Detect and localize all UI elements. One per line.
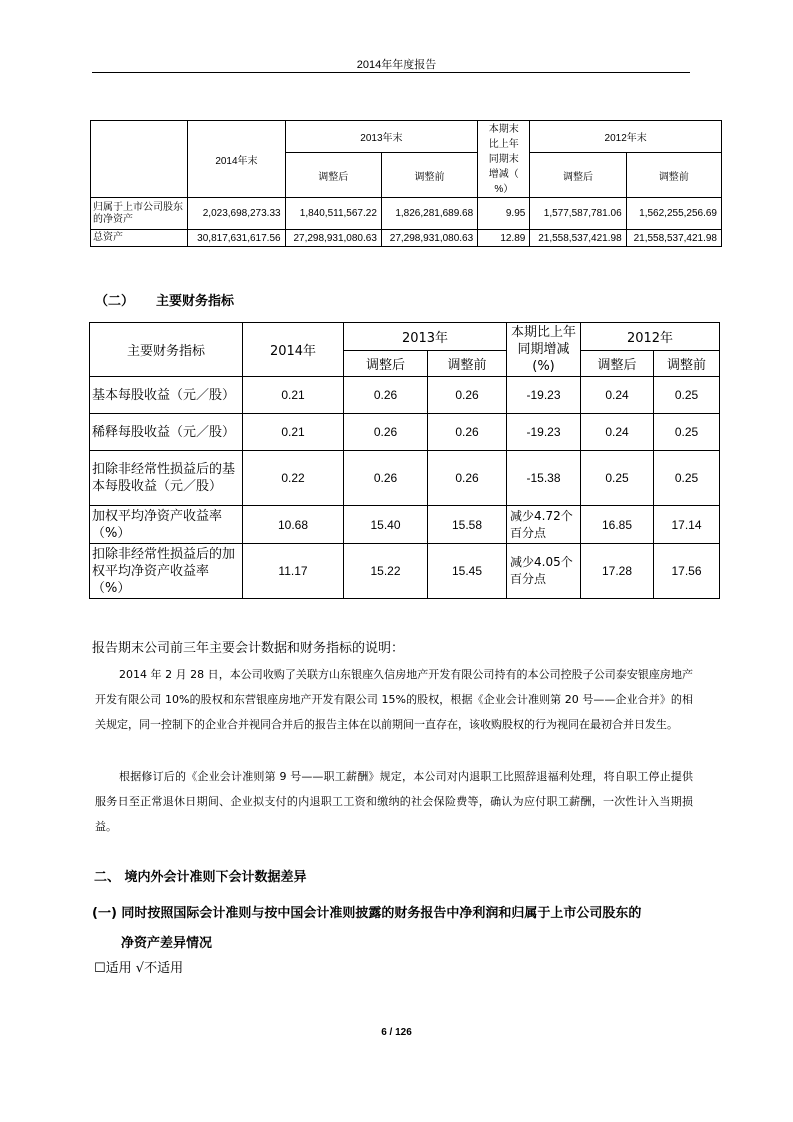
cell-2014: 30,817,631,617.56 bbox=[188, 230, 285, 247]
key-financial-indicators-table bbox=[89, 322, 720, 599]
cell-2012-after: 21,558,537,421.98 bbox=[530, 230, 626, 247]
cell-2014: 2,023,698,273.33 bbox=[188, 198, 285, 230]
t2-header-change: 本期比上年同期增减(%) bbox=[507, 323, 581, 377]
row-label: 扣除非经常性损益后的基本每股收益（元／股） bbox=[90, 451, 243, 506]
cell-2013-before: 1,826,281,689.68 bbox=[381, 198, 477, 230]
cell-2012-after: 16.85 bbox=[581, 506, 654, 544]
cell-2012-before: 0.25 bbox=[654, 377, 720, 414]
cell-2013-before: 0.26 bbox=[428, 414, 507, 451]
table-row bbox=[90, 506, 720, 544]
t1-header-2014: 2014年末 bbox=[188, 121, 285, 198]
table-row bbox=[90, 377, 720, 414]
cell-2013-before: 15.45 bbox=[428, 544, 507, 599]
table-row bbox=[90, 451, 720, 506]
row-label: 归属于上市公司股东的净资产 bbox=[91, 198, 188, 230]
t1-2013-adjusted-after: 调整后 bbox=[285, 153, 381, 198]
cell-2013-after: 0.26 bbox=[344, 451, 428, 506]
t2-header-2012: 2012年 bbox=[581, 323, 720, 351]
t1-header-change bbox=[478, 121, 530, 198]
table-row bbox=[91, 198, 722, 230]
t1-2012-adjusted-after: 调整后 bbox=[530, 153, 626, 198]
section-title: 主要财务指标 bbox=[156, 294, 235, 309]
t1-change-line: %） bbox=[494, 183, 514, 195]
section-heading-key-indicators bbox=[95, 290, 234, 309]
row-label: 基本每股收益（元／股） bbox=[90, 377, 243, 414]
notes-paragraph-1: 2014 年 2 月 28 日，本公司收购了关联方山东银座久信房地产开发有限公司持有的本公司控股子公司泰安银座房地产开发有限公司 10%的股权和东营银座房地产开发有限公司 15%的股权，根据《企业会计准则第 20 号——企业合并》的相关规定，同一控制下的企业合并视同合并后的报告主体在以前期间一直存在，该收购股权的行为视同在最初合并日发生。 bbox=[95, 668, 693, 731]
notes-title: 报告期末公司前三年主要会计数据和财务指标的说明： bbox=[92, 641, 405, 656]
table-row bbox=[90, 414, 720, 451]
cell-change: 12.89 bbox=[478, 230, 530, 247]
section-number: （二） bbox=[95, 294, 135, 309]
t1-2012-adjusted-before: 调整前 bbox=[626, 153, 721, 198]
cell-2013-after: 1,840,511,567.22 bbox=[285, 198, 381, 230]
t2-2013-adjusted-before: 调整前 bbox=[428, 351, 507, 377]
cell-change: -19.23 bbox=[507, 377, 581, 414]
cell-2014: 11.17 bbox=[243, 544, 344, 599]
cell-2012-after: 17.28 bbox=[581, 544, 654, 599]
notes-paragraph-2: 根据修订后的《企业会计准则第 9 号——职工薪酬》规定，本公司对内退职工比照辞退福利处理，将自职工停止提供服务日至正常退休日期间、企业拟支付的内退职工工资和缴纳的社会保险费等，确认为应付职工薪酬，一次性计入当期损益。 bbox=[95, 770, 693, 833]
t1-change-line: 本期末 bbox=[488, 123, 519, 135]
cell-2014: 0.22 bbox=[243, 451, 344, 506]
cell-change: 9.95 bbox=[478, 198, 530, 230]
t2-header-2013: 2013年 bbox=[344, 323, 507, 351]
subsection-line-2: 净资产差异情况 bbox=[121, 936, 213, 951]
subsection-line-1: (一) 同时按照国际会计准则与按中国会计准则披露的财务报告中净利润和归属于上市公司股东的 bbox=[92, 906, 642, 921]
cell-2012-after: 0.24 bbox=[581, 414, 654, 451]
cell-2012-after: 0.25 bbox=[581, 451, 654, 506]
t2-header-2014: 2014年 bbox=[243, 323, 344, 377]
cell-2013-after: 0.26 bbox=[344, 414, 428, 451]
page-number: 6 / 126 bbox=[381, 1027, 412, 1038]
t2-header-indicator: 主要财务指标 bbox=[90, 323, 243, 377]
cell-2012-before: 17.56 bbox=[654, 544, 720, 599]
cell-2013-after: 0.26 bbox=[344, 377, 428, 414]
applicability-status: ☐适用 √不适用 bbox=[94, 961, 184, 976]
t1-header-2012: 2012年末 bbox=[530, 121, 722, 153]
cell-2012-before: 21,558,537,421.98 bbox=[626, 230, 721, 247]
t2-2012-adjusted-before: 调整前 bbox=[654, 351, 720, 377]
row-label: 加权平均净资产收益率（%） bbox=[90, 506, 243, 544]
t1-change-line: 增减（ bbox=[488, 168, 519, 180]
row-label: 总资产 bbox=[91, 230, 188, 247]
cell-2013-after: 15.40 bbox=[344, 506, 428, 544]
row-label: 扣除非经常性损益后的加权平均净资产收益率（%） bbox=[90, 544, 243, 599]
t1-change-line: 比上年 bbox=[488, 138, 519, 150]
cell-2014: 10.68 bbox=[243, 506, 344, 544]
cell-2012-after: 0.24 bbox=[581, 377, 654, 414]
t1-2013-adjusted-before: 调整前 bbox=[381, 153, 477, 198]
cell-2013-before: 0.26 bbox=[428, 377, 507, 414]
cell-2012-before: 17.14 bbox=[654, 506, 720, 544]
net-assets-table bbox=[90, 120, 722, 247]
t2-2013-adjusted-after: 调整后 bbox=[344, 351, 428, 377]
cell-2012-before: 0.25 bbox=[654, 414, 720, 451]
report-header-title: 2014年年度报告 bbox=[356, 59, 437, 71]
cell-2012-before: 1,562,255,256.69 bbox=[626, 198, 721, 230]
cell-2013-after: 27,298,931,080.63 bbox=[285, 230, 381, 247]
table-row bbox=[90, 544, 720, 599]
cell-2012-after: 1,577,587,781.06 bbox=[530, 198, 626, 230]
t1-blank-header bbox=[91, 121, 188, 198]
cell-2012-before: 0.25 bbox=[654, 451, 720, 506]
t2-2012-adjusted-after: 调整后 bbox=[581, 351, 654, 377]
table-row bbox=[91, 230, 722, 247]
cell-change: -15.38 bbox=[507, 451, 581, 506]
row-label: 稀释每股收益（元／股） bbox=[90, 414, 243, 451]
cell-2014: 0.21 bbox=[243, 414, 344, 451]
t1-change-line: 同期末 bbox=[488, 153, 519, 165]
cell-2013-before: 27,298,931,080.63 bbox=[381, 230, 477, 247]
cell-2014: 0.21 bbox=[243, 377, 344, 414]
header-divider bbox=[92, 72, 690, 73]
cell-change: 减少4.05个百分点 bbox=[507, 544, 581, 599]
subsection-heading bbox=[92, 899, 702, 959]
cell-2013-before: 15.58 bbox=[428, 506, 507, 544]
t1-header-2013: 2013年末 bbox=[285, 121, 478, 153]
cell-change: -19.23 bbox=[507, 414, 581, 451]
cell-change: 减少4.72个百分点 bbox=[507, 506, 581, 544]
cell-2013-after: 15.22 bbox=[344, 544, 428, 599]
section-heading-accounting-differences: 二、 境内外会计准则下会计数据差异 bbox=[94, 870, 307, 885]
cell-2013-before: 0.26 bbox=[428, 451, 507, 506]
